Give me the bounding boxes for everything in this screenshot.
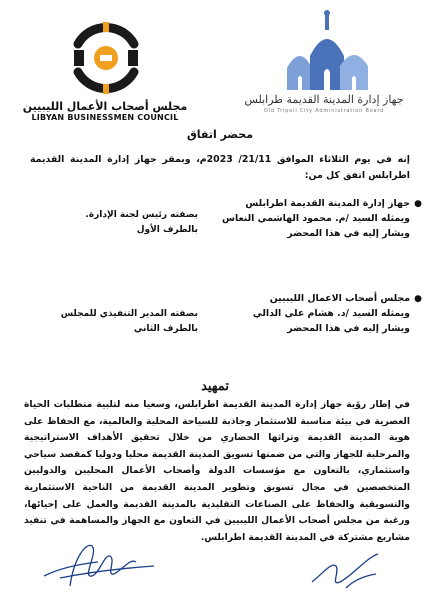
first-party-block: [180, 196, 422, 241]
second-party-role: [48, 307, 198, 337]
second-party-name: مجلس أصحاب الاعمال الليبيين: [269, 293, 410, 304]
second-party-capacity: بصفته المدير التنفيذي للمجلس: [60, 309, 198, 319]
council-name-arabic: مجلس أصحاب الأعمال الليبيين: [22, 100, 188, 113]
council-name-english: LIBYAN BUSINESSMEN COUNCIL: [31, 113, 179, 122]
second-party-reference: ويشار إليه في هذا المحضر: [287, 323, 410, 334]
second-party-signature: [40, 528, 160, 598]
preamble-title: تمهيد: [201, 379, 229, 394]
first-party-reference: ويشار إليه في هذا المحضر: [287, 228, 410, 239]
second-party-designation: بالطرف الثاني: [133, 324, 198, 334]
bullet-icon: ●: [414, 199, 422, 209]
preamble-paragraph: في إطار رؤية جهاز إدارة المدينة القديمة اطرابلس، وسعيا منه لتلبية متطلبات الحياة العصرية في بيئة مناسبة للاستثمار وجاذبة للسياحة المحلية والعالمية، مع الحفاظ على هوية المدينة القديمة وتراثها الحضاري من خلال تحقيق الأهداف الاستراتيجية والمرحلية للجهاز والتي من ضمنها تسويق المدينة القديمة محليا ودوليا كمقصد سياحي واستثماري، بالتعاون مع مؤسسات الدولة وأصحاب الأعمال المحليين والدوليين المتخصصين في مجال تسويق وتطوير المدينة القديمة من الناحية الاستثمارية والتسويقية والحفاظ على الصناعات التقليدية بالمدينة القديمة والعمل على إحيائها، ورغبة من مجلس أصحاب الأعمال الليبيين في التعاون مع الجهاز والمساهمة في تنفيذ مشاريع مشتركة في المدينة القديمة اطرابلس.: [24, 399, 410, 543]
authority-name-english: Old Tripoli City Administration Board: [263, 108, 385, 114]
first-party-representative: ويمثله السيد /م. محمود الهاشمي النعاس: [222, 213, 410, 224]
authority-name-arabic: جهاز إدارة المدينة القديمة طرابلس: [244, 93, 404, 106]
first-party-role: [48, 208, 198, 238]
bullet-icon: ●: [414, 294, 422, 304]
first-party-capacity: بصفته رئيس لجنة الإدارة.: [85, 210, 198, 220]
document-title: محضر اتفاق: [186, 128, 254, 141]
first-party-signature: [306, 528, 406, 598]
first-party-name: جهاز إدارة المدينة القديمة اطرابلس: [245, 198, 410, 209]
council-emblem-icon: [74, 22, 138, 94]
second-party-representative: ويمثله السيد /د. هشام علي الدالي: [252, 308, 410, 319]
first-party-designation: بالطرف الأول: [136, 225, 198, 235]
second-party-block: [180, 291, 422, 336]
intro-paragraph: إنه في يوم الثلاثاء الموافق 21/11/ 2023م، وبمقر جهاز إدارة المدينة القديمة اطرابلس اتفق كل من:: [30, 154, 410, 181]
domes-emblem-icon: [287, 10, 368, 90]
